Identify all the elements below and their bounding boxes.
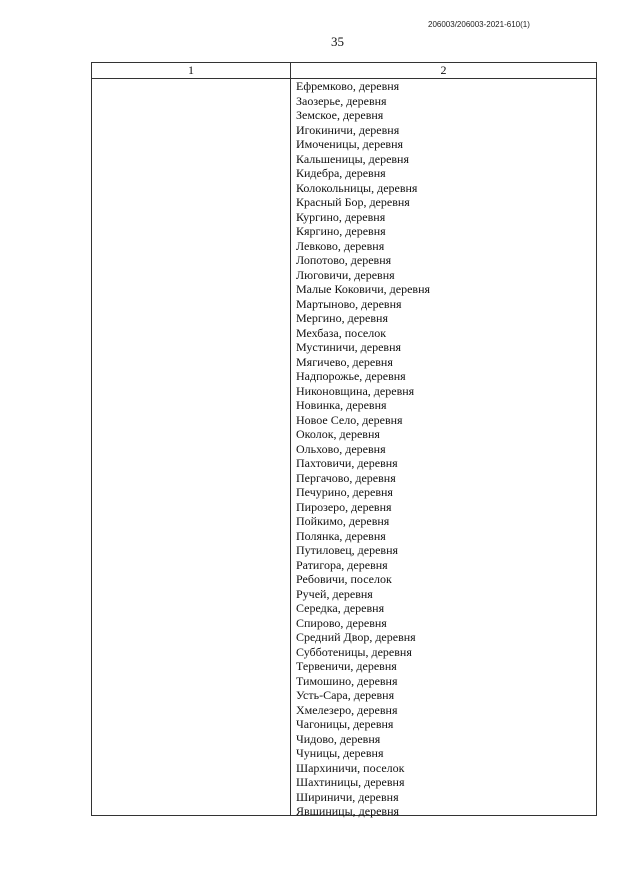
list-item: Заозерье, деревня [296, 93, 387, 108]
list-item: Кяргино, деревня [296, 224, 386, 238]
list-item: Пирозеро, деревня [296, 499, 392, 514]
list-item: Субботеницы, деревня [296, 644, 412, 659]
list-item: Кальшеницы, деревня [296, 151, 409, 166]
list-item: Мергино, деревня [296, 311, 388, 325]
list-item: Малые Коковичи, деревня [296, 282, 431, 296]
list-item: Ратигора, деревня [296, 557, 388, 572]
list-item: Мехбаза, поселок [296, 325, 387, 340]
document-id: 206003/206003-2021-610(1) [428, 20, 530, 29]
list-item: Новинка, деревня [296, 398, 387, 412]
page-number: 35 [331, 34, 344, 49]
list-item: Средний Двор, деревня [296, 630, 416, 644]
list-item: Ребовичи, поселок [296, 572, 392, 586]
list-item: Середка, деревня [296, 601, 385, 615]
list-item: Мустиничи, деревня [296, 340, 402, 354]
list-item: Мартыново, деревня [296, 296, 402, 311]
list-item: Путиловец, деревня [296, 543, 399, 557]
column-header-1: 1 [188, 63, 194, 77]
list-item: Никоновщина, деревня [296, 383, 415, 398]
list-item: Мягичево, деревня [296, 354, 393, 369]
list-item: Колокольницы, деревня [296, 180, 418, 195]
list-item: Чуницы, деревня [296, 746, 384, 760]
list-item: Спирово, деревня [296, 615, 387, 630]
list-item: Надпорожье, деревня [296, 369, 406, 383]
list-item: Красный Бор, деревня [296, 195, 410, 209]
list-item: Полянка, деревня [296, 528, 386, 543]
list-item: Чидово, деревня [296, 731, 381, 746]
list-item: Чагоницы, деревня [296, 717, 394, 731]
list-item: Кидебра, деревня [296, 166, 386, 180]
list-item: Пергачово, деревня [296, 470, 396, 485]
list-item: Шархиничи, поселок [296, 760, 405, 775]
table-header-row [92, 63, 596, 79]
list-item: Шириничи, деревня [296, 789, 399, 804]
list-item: Шахтиницы, деревня [296, 775, 405, 789]
list-item: Ефремково, деревня [296, 79, 400, 93]
column-divider [290, 63, 291, 815]
list-item: Пахтовичи, деревня [296, 456, 398, 470]
list-item: Пойкимо, деревня [296, 514, 390, 528]
list-item: Новое Село, деревня [296, 412, 403, 427]
list-item: Тервеничи, деревня [296, 659, 397, 673]
list-item: Усть-Сара, деревня [296, 688, 395, 702]
list-item: Имоченицы, деревня [296, 137, 404, 151]
list-item: Земское, деревня [296, 108, 384, 122]
list-item: Игокиничи, деревня [296, 122, 400, 137]
list-item: Околок, деревня [296, 427, 380, 441]
list-item: Ручей, деревня [296, 586, 373, 601]
list-item: Ольхово, деревня [296, 441, 386, 456]
list-item: Хмелезеро, деревня [296, 702, 398, 717]
list-item: Кургино, деревня [296, 209, 386, 224]
list-item: Тимошино, деревня [296, 673, 398, 688]
list-item: Левково, деревня [296, 238, 385, 253]
list-item: Люговичи, деревня [296, 267, 395, 282]
list-item: Явшиницы, деревня [296, 804, 400, 818]
list-item: Лопотово, деревня [296, 253, 392, 267]
settlements-table [91, 62, 597, 816]
column-header-2: 2 [440, 63, 447, 77]
settlement-list [296, 79, 430, 819]
list-item: Печурино, деревня [296, 485, 393, 499]
